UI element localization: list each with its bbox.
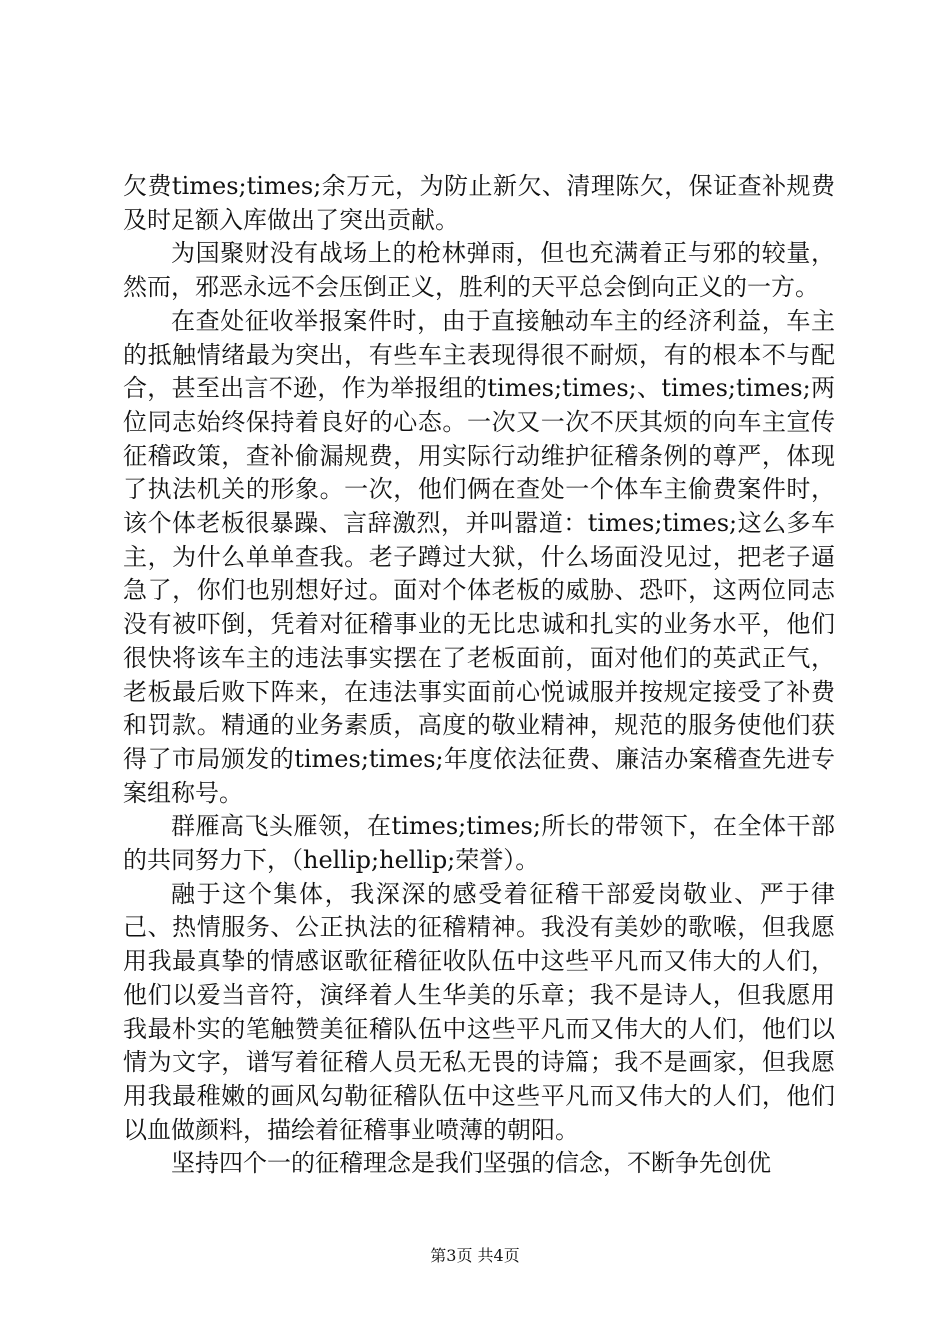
paragraph: 融于这个集体，我深深的感受着征稽干部爱岗敬业、严于律己、热情服务、公正执法的征稽精神。我没有美妙的歌喉，但我愿用我最真挚的情感讴歌征稽征收队伍中这些平凡而又伟大的人们，他们以爱当音符，演绎着人生华美的乐章；我不是诗人，但我愿用我最朴实的笔触赞美征稽队伍中这些平凡而又伟大的人们，他们以情为文字，谱写着征稽人员无私无畏的诗篇；我不是画家，但我愿用我最稚嫩的画风勾勒征稽队伍中这些平凡而又伟大的人们，他们以血做颜料，描绘着征稽事业喷薄的朝阳。	[123, 879, 835, 1144]
paragraph: 坚持四个一的征稽理念是我们坚强的信念，不断争先创优	[171, 1149, 771, 1178]
page-footer: 第3页 共4页	[430, 1246, 520, 1265]
paragraph: 为国聚财没有战场上的枪林弹雨，但也充满着正与邪的较量，然而，邪恶永远不会压倒正义，胜利的天平总会倒向正义的一方。	[123, 239, 835, 302]
paragraph: 群雁高飞头雁领，在times;times;所长的带领下，在全体干部的共同努力下，（hellip;hellip;荣誉）。	[123, 812, 835, 875]
paragraph: 欠费times;times;余万元，为防止新欠、清理陈欠，保证查补规费及时足额入库做出了突出贡献。	[123, 172, 835, 234]
document-body	[123, 170, 835, 1181]
paragraph: 在查处征收举报案件时，由于直接触动车主的经济利益，车主的抵触情绪最为突出，有些车主表现得很不耐烦，有的根本不与配合，甚至出言不逊，作为举报组的times;times;、times;times;两位同志始终保持着良好的心态。一次又一次不厌其烦的向车主宣传征稽政策，查补偷漏规费，用实际行动维护征稽条例的尊严，体现了执法机关的形象。一次，他们俩在查处一个体车主偷费案件时，该个体老板很暴躁、言辞激烈，并叫嚣道：times;times;这么多车主，为什么单单查我。老子蹲过大狱，什么场面没见过，把老子逼急了，你们也别想好过。面对个体老板的威胁、恐吓，这两位同志没有被吓倒，凭着对征稽事业的无比忠诚和扎实的业务水平，他们很快将该车主的违法事实摆在了老板面前，面对他们的英武正气，老板最后败下阵来，在违法事实面前心悦诚服并按规定接受了补费和罚款。精通的业务素质，高度的敬业精神，规范的服务使他们获得了市局颁发的times;times;年度依法征费、廉洁办案稽查先进专案组称号。	[123, 306, 835, 807]
